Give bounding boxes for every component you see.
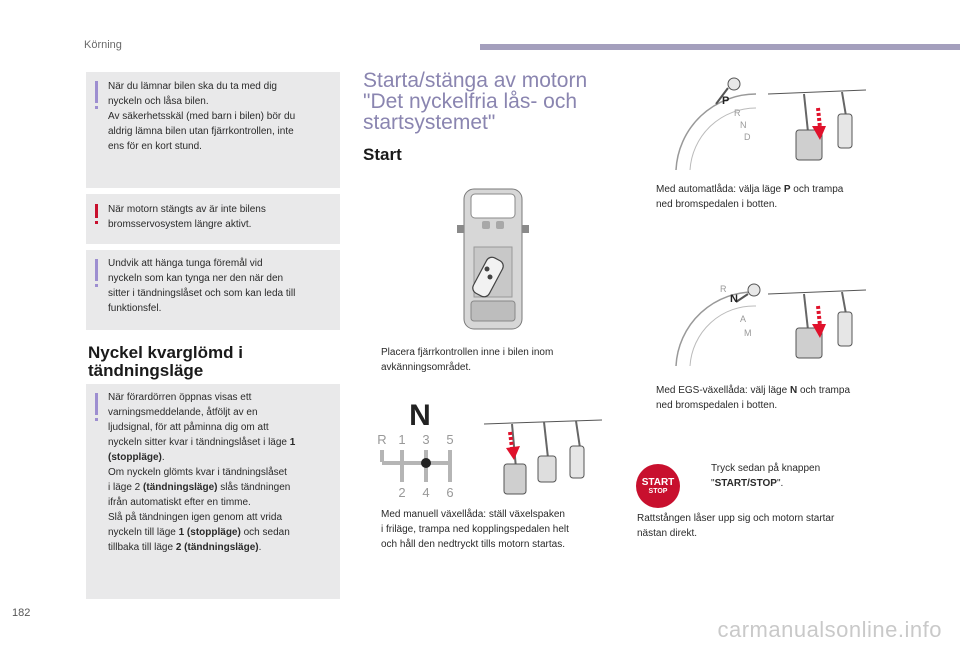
car-top-view-illustration [430,185,554,333]
info-text-line: nyckeln och låsa bilen. [108,96,209,107]
info-text-line: funktionsfel. [108,303,162,314]
warning-icon-dot [95,221,98,224]
gear-letter: R [734,108,741,118]
info-box-key-forgotten: När förardörren öppnas visas ett varningsmeddelande, åtföljt av en ljudsignal, för att påminna dig om att nyckeln sitter kvar i tändningslåset i läge 1 (stoppläge). Om nyckeln glömts kvar i tändningslåset i läge 2 (tändningsläge) slås tändningen ifrån automatiskt efter en timme. Slå på tändningen igen genom att vrida nyckeln till läge 1 (stoppläge) och sedan tillbaka till läge 2 (tändningsläge). [86,384,340,599]
step-egs-paragraph: Med EGS-växellåda: välj läge N och trampa ned bromspedalen i botten. [656,385,851,411]
gear-letter: P [722,95,730,107]
steering-unlock-paragraph: Rattstången låser upp sig och motorn startar nästan direkt. [637,513,835,539]
gear-letter: M [744,328,752,338]
step-automatic-paragraph: Med automatlåda: välja läge P och trampa ned bromspedalen i botten. [656,184,844,210]
gear-letter: N [740,120,747,130]
warning-text-line: När motorn stängts av är inte bilens [108,204,266,215]
info-text-line: Av säkerhetsskäl (med barn i bilen) bör du [108,111,296,122]
info-text-line: nyckeln som kan tynga ner den när den [108,273,284,284]
two-pedals-illustration [768,86,866,164]
press-arrow-icon [506,446,520,460]
gear-label: 1 [398,432,406,447]
watermark: carmanualsonline.info [717,617,942,642]
automatic-selector-illustration [656,74,766,174]
header-bar [480,44,960,50]
info-text-line: Undvik att hänga tunga föremål vid [108,258,263,269]
gear-letter: D [744,132,751,142]
step-start-stop-paragraph: Tryck sedan på knappen "START/STOP". [711,463,821,489]
step-remote-paragraph: Placera fjärrkontrollen inne i bilen inom avkänningsområdet. [381,347,554,373]
gear-letter: A [740,314,747,324]
info-text-line: ens för en kort stund. [108,141,202,152]
info-text-line: När du lämnar bilen ska du ta med dig [108,81,277,92]
gear-letter: N [730,293,738,305]
gear-label: 3 [422,432,430,447]
section-heading: Nyckel kvarglömd i tändningsläge [88,343,243,380]
info-text-line: aldrig lämna bilen utan fjärrkontrollen, inte [108,126,294,137]
three-pedals-illustration [484,418,602,500]
main-title: Starta/stänga av motorn "Det nyckelfria lås- och startsystemet" [363,69,588,134]
gear-letter: R [720,284,727,294]
info-icon [95,393,98,415]
start-stop-button-icon: START STOP [636,464,680,508]
page-number: 182 [12,607,31,619]
info-icon-dot [95,106,98,109]
section-label: Körning [84,39,122,51]
gear-label: 4 [422,485,430,500]
gear-label: 6 [446,485,454,500]
egs-selector-illustration [656,272,766,368]
gear-label: 5 [446,432,454,447]
two-pedals-illustration [768,286,866,362]
gear-letter-neutral: N [409,399,431,432]
info-text-line: sitter i tändningslåset och som kan leda till [108,288,296,299]
manual-gearbox-diagram [368,397,468,501]
start-heading: Start [363,145,402,164]
warning-text-line: bromsservosystem längre aktivt. [108,219,252,230]
info-icon-dot [95,284,98,287]
gear-knob-marker [421,458,431,468]
info-box-heavy-objects [86,250,340,330]
warning-box-brake-servo [86,194,340,244]
info-icon [95,259,98,281]
info-icon-dot [95,418,98,421]
step-manual-paragraph: Med manuell växellåda: ställ växelspaken i friläge, trampa ned kopplingspedalen helt och håll den nedtryckt tills motorn startas. [381,509,569,550]
info-icon [95,81,98,103]
gear-label: R [377,432,387,447]
info-box-leave-car [86,72,340,188]
gear-label: 2 [398,485,406,500]
warning-icon [95,204,98,218]
